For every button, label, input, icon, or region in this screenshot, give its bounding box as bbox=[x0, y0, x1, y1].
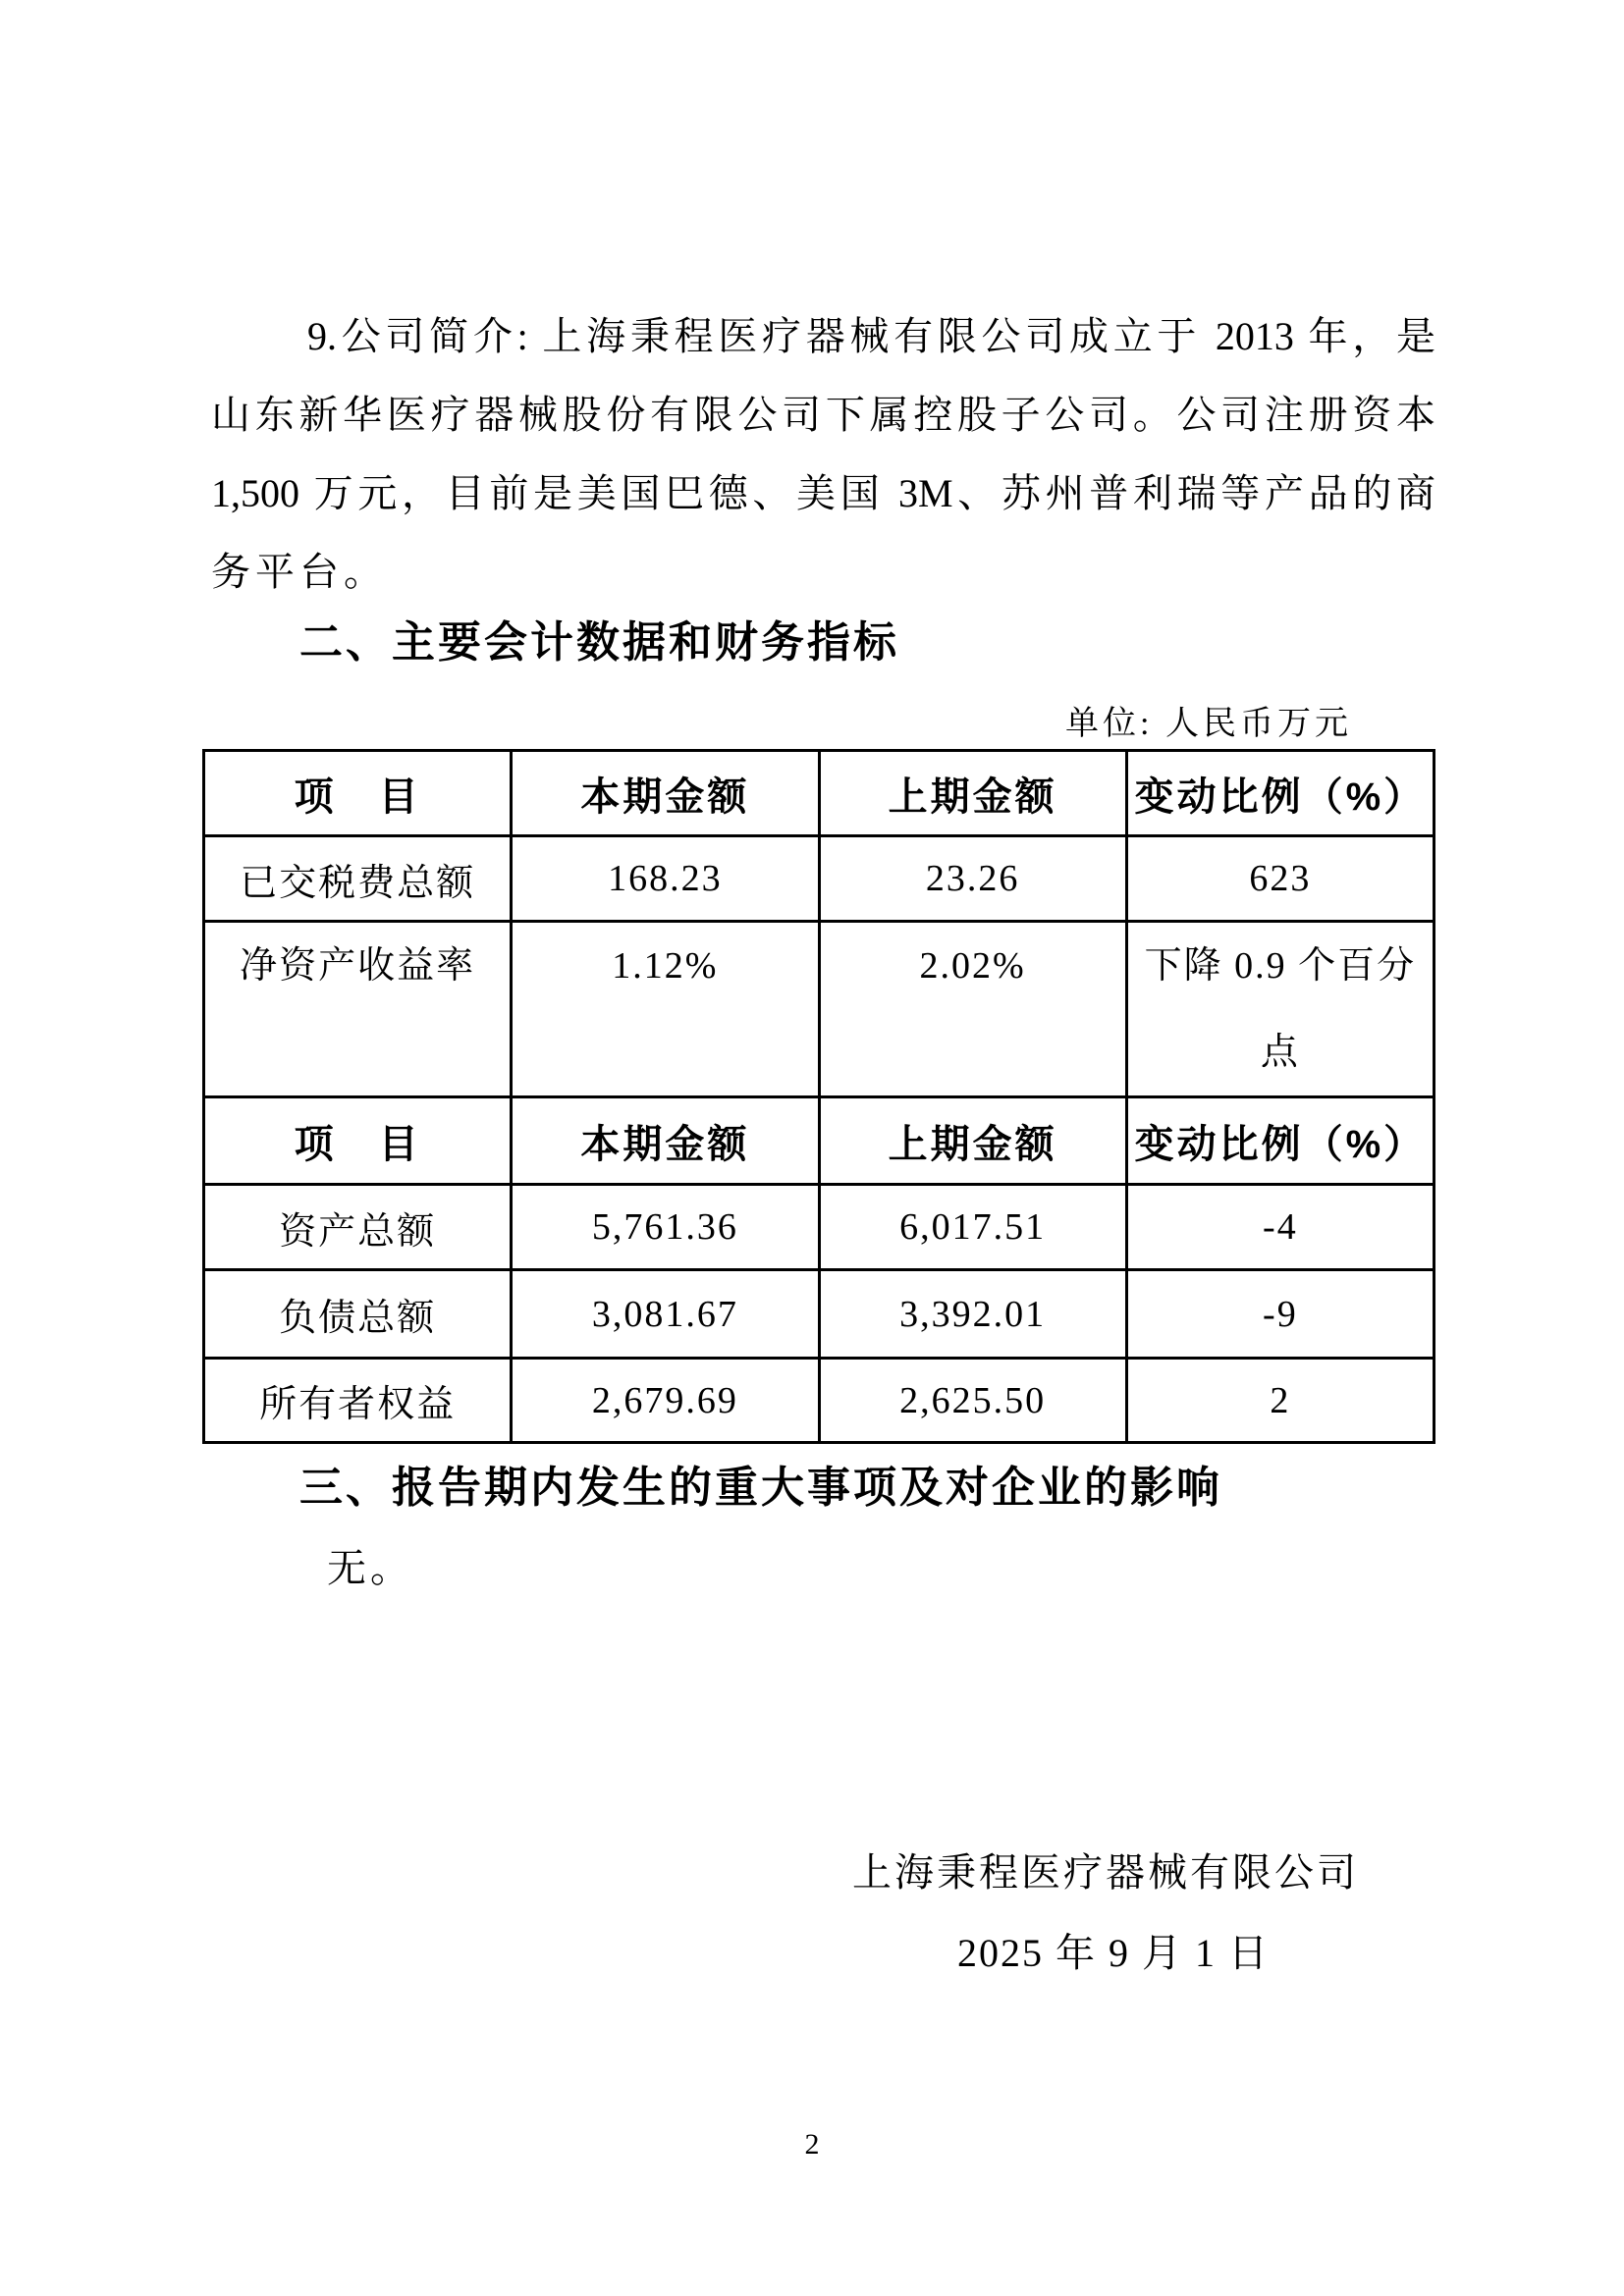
tax-paid-item: 已交税费总额 bbox=[204, 836, 512, 922]
header2-cell-prior: 上期金额 bbox=[819, 1097, 1126, 1185]
owners-equity-prior: 2,625.50 bbox=[819, 1359, 1126, 1443]
header-cell-change: 变动比例（%） bbox=[1126, 751, 1434, 836]
intro-paragraph bbox=[211, 297, 1435, 612]
section3-heading: 三、报告期内发生的重大事项及对企业的影响 bbox=[299, 1464, 1222, 1512]
header-cell-item: 项 目 bbox=[204, 751, 512, 836]
header2-cell-item: 项 目 bbox=[204, 1097, 512, 1185]
tax-paid-prior: 23.26 bbox=[819, 836, 1126, 922]
total-assets-item: 资产总额 bbox=[204, 1185, 512, 1270]
tax-paid-row bbox=[204, 836, 1435, 922]
header-cell-prior: 上期金额 bbox=[819, 751, 1126, 836]
total-assets-change: -4 bbox=[1126, 1185, 1434, 1270]
section3-content: 无。 bbox=[327, 1546, 413, 1590]
tax-paid-change: 623 bbox=[1126, 836, 1434, 922]
intro-line-3: 1,500 万元，目前是美国巴德、美国 3M、苏州普利瑞等产品的商 bbox=[211, 471, 1435, 515]
total-liabilities-row bbox=[204, 1270, 1435, 1359]
total-liabilities-current: 3,081.67 bbox=[512, 1270, 819, 1359]
header2-cell-current: 本期金额 bbox=[512, 1097, 819, 1185]
financial-table bbox=[202, 749, 1435, 1444]
roe-item: 净资产收益率 bbox=[204, 922, 512, 1097]
total-assets-prior: 6,017.51 bbox=[819, 1185, 1126, 1270]
owners-equity-change: 2 bbox=[1126, 1359, 1434, 1443]
roe-row bbox=[204, 922, 1435, 1097]
table-header-row-2 bbox=[204, 1097, 1435, 1185]
roe-change: 下降 0.9 个百分点 bbox=[1126, 922, 1434, 1097]
roe-prior: 2.02% bbox=[819, 922, 1126, 1097]
owners-equity-current: 2,679.69 bbox=[512, 1359, 819, 1443]
owners-equity-item: 所有者权益 bbox=[204, 1359, 512, 1443]
table-header-row-1 bbox=[204, 751, 1435, 836]
page-number: 2 bbox=[804, 2128, 820, 2161]
total-assets-row bbox=[204, 1185, 1435, 1270]
signature-date: 2025 年 9 月 1 日 bbox=[957, 1931, 1270, 1975]
signature-company: 上海秉程医疗器械有限公司 bbox=[852, 1850, 1359, 1895]
tax-paid-current: 168.23 bbox=[512, 836, 819, 922]
header2-cell-change: 变动比例（%） bbox=[1126, 1097, 1434, 1185]
unit-note: 单位: 人民币万元 bbox=[1065, 706, 1352, 742]
total-liabilities-change: -9 bbox=[1126, 1270, 1434, 1359]
header-cell-current: 本期金额 bbox=[512, 751, 819, 836]
intro-line-2: 山东新华医疗器械股份有限公司下属控股子公司。公司注册资本 bbox=[211, 393, 1435, 437]
total-liabilities-prior: 3,392.01 bbox=[819, 1270, 1126, 1359]
roe-current: 1.12% bbox=[512, 922, 819, 1097]
intro-line-4: 务平台。 bbox=[211, 550, 388, 594]
intro-line-1: 9.公司简介: 上海秉程医疗器械有限公司成立于 2013 年，是 bbox=[307, 314, 1435, 358]
section2-heading: 二、主要会计数据和财务指标 bbox=[299, 618, 899, 667]
total-assets-current: 5,761.36 bbox=[512, 1185, 819, 1270]
owners-equity-row bbox=[204, 1359, 1435, 1443]
total-liabilities-item: 负债总额 bbox=[204, 1270, 512, 1359]
